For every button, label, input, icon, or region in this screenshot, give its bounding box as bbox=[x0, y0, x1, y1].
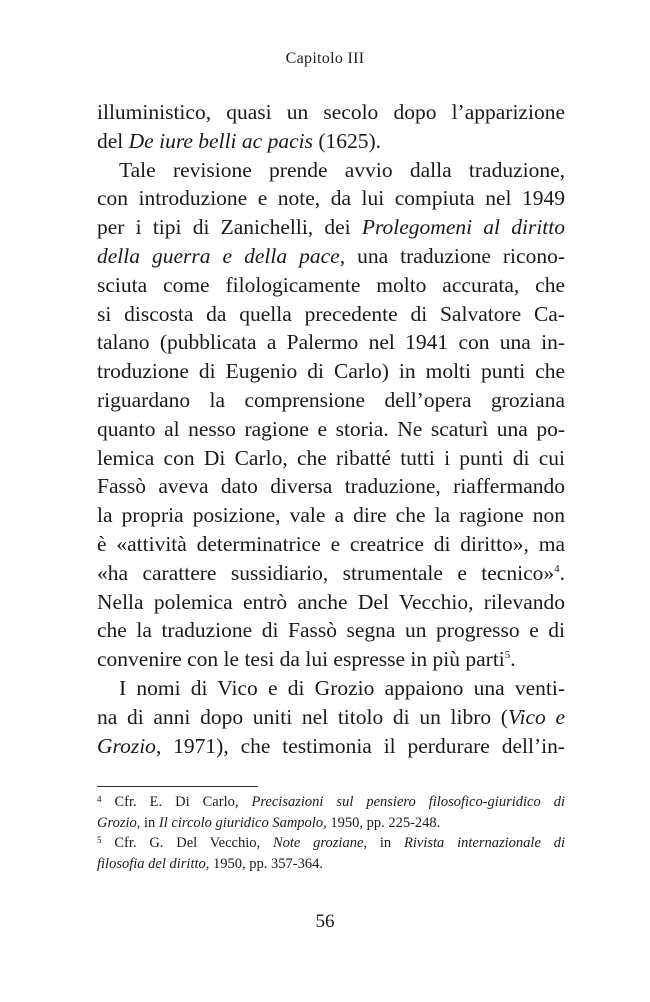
text-line bbox=[97, 213, 565, 242]
text-line: illuministico, quasi un secolo dopo l’apparizione bbox=[97, 100, 565, 124]
text-line bbox=[97, 127, 565, 156]
text-line: sciuta come filologicamente molto accurata, che bbox=[97, 272, 565, 297]
text-line: lemica con Di Carlo, che ribatté tutti i punti di cui bbox=[97, 445, 565, 470]
text-line: è «attività determinatrice e creatrice di diritto», ma bbox=[97, 531, 565, 556]
journal-title-italic: filosofia del diritto bbox=[97, 855, 206, 872]
text-line bbox=[97, 732, 565, 761]
text-line: Nella polemica entrò anche Del Vecchio, rilevando bbox=[97, 589, 565, 614]
text-line: Fassò aveva dato diversa traduzione, riaffermando bbox=[97, 474, 565, 499]
book-title-italic: Precisazioni sul pensiero filosofico-giuridico di bbox=[251, 794, 565, 810]
text-run: per i tipi di Zanichelli, dei bbox=[97, 215, 362, 240]
book-title-italic: Prolegomeni al diritto bbox=[361, 215, 565, 240]
text-line: la propria posizione, vale a dire che la ragione non bbox=[97, 503, 565, 528]
text-line bbox=[97, 559, 565, 588]
text-line: quanto al nesso ragione e storia. Ne scaturì una po- bbox=[97, 416, 565, 441]
book-title-italic: Grozio bbox=[97, 814, 137, 831]
text-line: I nomi di Vico e di Grozio appaiono una venti- bbox=[119, 675, 565, 700]
footnote-number: 5 bbox=[97, 835, 102, 845]
text-line: troduzione di Eugenio di Carlo) in molti punti che bbox=[97, 359, 565, 384]
journal-title-italic: Rivista internazionale di bbox=[404, 835, 566, 851]
running-head: Capitolo III bbox=[285, 50, 365, 67]
footnote-5-line bbox=[97, 854, 565, 875]
text-run: del bbox=[97, 128, 129, 153]
text-run: na di anni dopo uniti nel titolo di un libro ( bbox=[97, 704, 508, 729]
footnote-ref-5[interactable]: 5 bbox=[504, 648, 511, 661]
text-run: , in bbox=[136, 814, 159, 831]
footnote-5-line bbox=[97, 833, 565, 854]
text-run: , 1971), che testimonia il perdurare dell’in- bbox=[155, 733, 565, 758]
footnotes bbox=[97, 792, 565, 874]
book-title-italic: Vico e bbox=[507, 704, 565, 729]
book-title-italic: De iure belli ac pacis bbox=[128, 128, 313, 153]
text-run: . bbox=[510, 647, 516, 672]
text-line bbox=[97, 645, 565, 674]
journal-title-italic: Il circolo giuridico Sampolo bbox=[158, 814, 324, 831]
text-line bbox=[97, 242, 565, 271]
text-run: , 1950, pp. 225-248. bbox=[323, 814, 441, 831]
book-title-italic: Note groziane bbox=[272, 835, 364, 851]
footnote-ref-4[interactable]: 4 bbox=[554, 562, 560, 575]
book-title-italic: Grozio bbox=[97, 733, 156, 758]
footnote-4-line bbox=[97, 792, 565, 813]
text-run: «ha carattere sussidiario, strumentale e tecnico» bbox=[97, 560, 555, 585]
page-number: 56 bbox=[315, 911, 335, 932]
book-title-italic: della guerra e della pace bbox=[97, 243, 340, 268]
footnote-divider bbox=[97, 786, 258, 787]
body-text bbox=[97, 98, 565, 760]
text-line: si discosta da quella precedente di Salvatore Ca- bbox=[97, 301, 565, 326]
text-line: che la traduzione di Fassò segna un progresso e di bbox=[97, 618, 565, 643]
text-run: , una traduzione ricono- bbox=[339, 243, 565, 268]
footnote-number: 4 bbox=[97, 794, 102, 804]
text-line: riguardano la comprensione dell’opera groziana bbox=[97, 387, 565, 412]
text-run: . bbox=[559, 560, 565, 585]
text-line bbox=[97, 703, 565, 732]
footnote-4-line bbox=[97, 813, 565, 834]
text-run: , 1950, pp. 357-364. bbox=[205, 855, 323, 872]
text-run: Cfr. E. Di Carlo, bbox=[101, 794, 252, 810]
text-run: , in bbox=[363, 835, 404, 851]
text-run: Cfr. G. Del Vecchio, bbox=[101, 835, 273, 851]
text-line: con introduzione e note, da lui compiuta nel 1949 bbox=[97, 186, 565, 211]
text-line: talano (pubblicata a Palermo nel 1941 con una in- bbox=[97, 330, 565, 355]
text-line: Tale revisione prende avvio dalla traduzione, bbox=[119, 157, 565, 182]
text-run: convenire con le tesi da lui espresse in più parti bbox=[97, 647, 505, 672]
text-run: (1625). bbox=[312, 128, 382, 153]
